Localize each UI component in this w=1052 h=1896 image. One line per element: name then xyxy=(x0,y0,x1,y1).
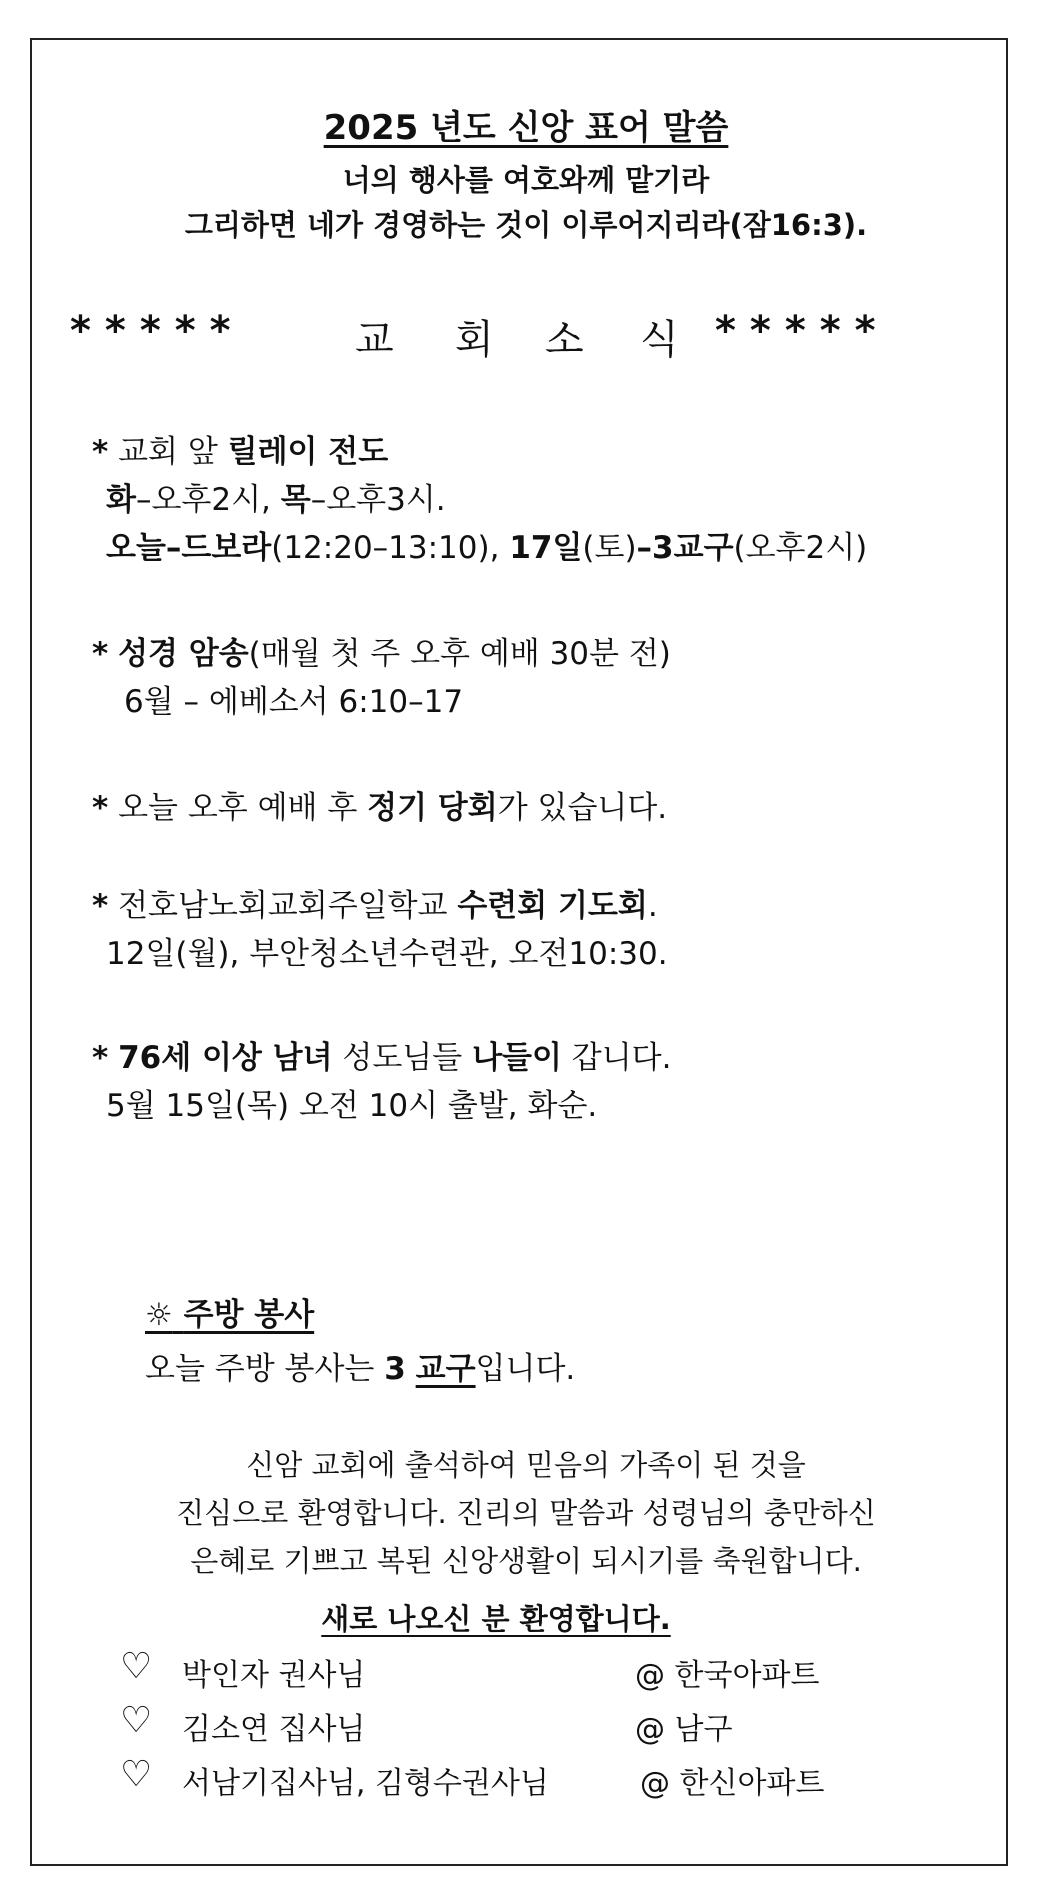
outing-middle: 성도님들 xyxy=(342,1040,463,1076)
stars-left: ***** xyxy=(70,308,245,354)
relay-group-time: (오후2시) xyxy=(733,530,868,566)
heading-char-1: 교 xyxy=(355,317,394,363)
relay-day1: 화 xyxy=(106,482,136,518)
newcomer-row xyxy=(120,1646,880,1696)
kitchen-group: 교구 xyxy=(415,1351,476,1387)
meeting-suffix: 가 있습니다. xyxy=(497,790,668,826)
relay-prefix: 교회 앞 xyxy=(118,434,218,470)
news-item-memorize xyxy=(92,632,671,724)
relay-title: 릴레이 전도 xyxy=(227,434,389,470)
motto-verse-line2: 그리하면 네가 경영하는 것이 이루어지리라(잠16:3). xyxy=(184,208,868,242)
sun-icon: ☼ xyxy=(145,1297,173,1333)
bullet: * xyxy=(92,636,109,672)
newcomer-name: 박인자 권사님 xyxy=(182,1658,366,1693)
relay-line1 xyxy=(92,430,867,474)
relay-line2 xyxy=(92,478,867,522)
news-item-retreat xyxy=(92,884,668,976)
newcomer-place: @ 한국아파트 xyxy=(635,1658,820,1693)
bullet: * xyxy=(92,1040,109,1076)
kitchen-prefix: 오늘 주방 봉사는 xyxy=(145,1351,375,1387)
newcomers-heading: 새로 나오신 분 환영합니다. xyxy=(321,1602,671,1636)
relay-time2: –오후3시. xyxy=(310,482,446,518)
heading-char-4: 식 xyxy=(640,317,679,363)
retreat-prefix: 전호남노회교회주일학교 xyxy=(118,888,448,924)
outing-suffix: 갑니다. xyxy=(571,1040,672,1076)
newcomer-place: @ 한신아파트 xyxy=(640,1766,825,1801)
kitchen-suffix: 입니다. xyxy=(475,1351,576,1387)
retreat-title: 수련회 기도회 xyxy=(457,888,648,924)
heart-icon: ♡ xyxy=(120,1754,153,1795)
bullet: * xyxy=(92,790,109,826)
kitchen-title: 주방 봉사 xyxy=(183,1297,315,1333)
news-item-outing xyxy=(92,1036,671,1128)
welcome-line2: 진심으로 환영합니다. 진리의 말씀과 성령님의 충만하신 xyxy=(176,1496,876,1530)
heart-icon: ♡ xyxy=(120,1700,153,1741)
welcome-line3: 은혜로 기쁘고 복된 신앙생활이 되시기를 축원합니다. xyxy=(190,1544,862,1578)
yearly-motto-title: 2025 년도 신앙 표어 말씀 xyxy=(323,108,729,148)
retreat-details: 12일(월), 부안청소년수련관, 오전10:30. xyxy=(106,936,668,972)
welcome-line1: 신암 교회에 출석하여 믿음의 가족이 된 것을 xyxy=(246,1448,806,1482)
outing-title1: 76세 이상 남녀 xyxy=(118,1040,333,1076)
heading-char-3: 소 xyxy=(545,317,584,363)
relay-time1: –오후2시, xyxy=(135,482,271,518)
outing-details: 5월 15일(목) 오전 10시 출발, 화순. xyxy=(106,1088,598,1124)
heart-icon: ♡ xyxy=(120,1646,153,1687)
relay-group: –3교구 xyxy=(636,530,734,566)
relay-day2: 목 xyxy=(280,482,311,518)
kitchen-number: 3 xyxy=(384,1351,406,1387)
newcomer-name: 김소연 집사님 xyxy=(182,1712,366,1747)
relay-today-time: (12:20–13:10), xyxy=(271,530,500,566)
meeting-prefix: 오늘 오후 예배 후 xyxy=(118,790,358,826)
relay-date: 17일 xyxy=(509,530,583,566)
memorize-title: 성경 암송 xyxy=(118,636,249,672)
relay-dow: (토) xyxy=(582,530,637,566)
bullet: * xyxy=(92,434,109,470)
newcomer-name: 서남기집사님, 김형수권사님 xyxy=(182,1766,549,1801)
retreat-suffix: . xyxy=(647,888,658,924)
heading-char-2: 회 xyxy=(455,317,494,363)
newcomer-row xyxy=(120,1700,880,1750)
church-news-heading xyxy=(70,308,950,363)
motto-verse-line1: 너의 행사를 여호와께 맡기라 xyxy=(342,163,710,197)
memorize-verse: 6월 – 에베소서 6:10–17 xyxy=(124,684,464,720)
bullet: * xyxy=(92,888,109,924)
memorize-note: (매월 첫 주 오후 예배 30분 전) xyxy=(248,636,671,672)
relay-today: 오늘–드보라 xyxy=(106,530,272,566)
news-item-relay xyxy=(92,430,867,570)
newcomer-row xyxy=(120,1754,880,1804)
newcomer-place: @ 남구 xyxy=(635,1712,733,1747)
kitchen-service xyxy=(145,1292,575,1392)
relay-line3 xyxy=(92,526,867,570)
kitchen-title-row xyxy=(145,1292,575,1338)
kitchen-text xyxy=(145,1346,575,1392)
news-item-meeting xyxy=(92,786,667,830)
outing-title2: 나들이 xyxy=(472,1040,562,1076)
meeting-title: 정기 당회 xyxy=(367,790,498,826)
stars-right: ***** xyxy=(715,308,890,354)
